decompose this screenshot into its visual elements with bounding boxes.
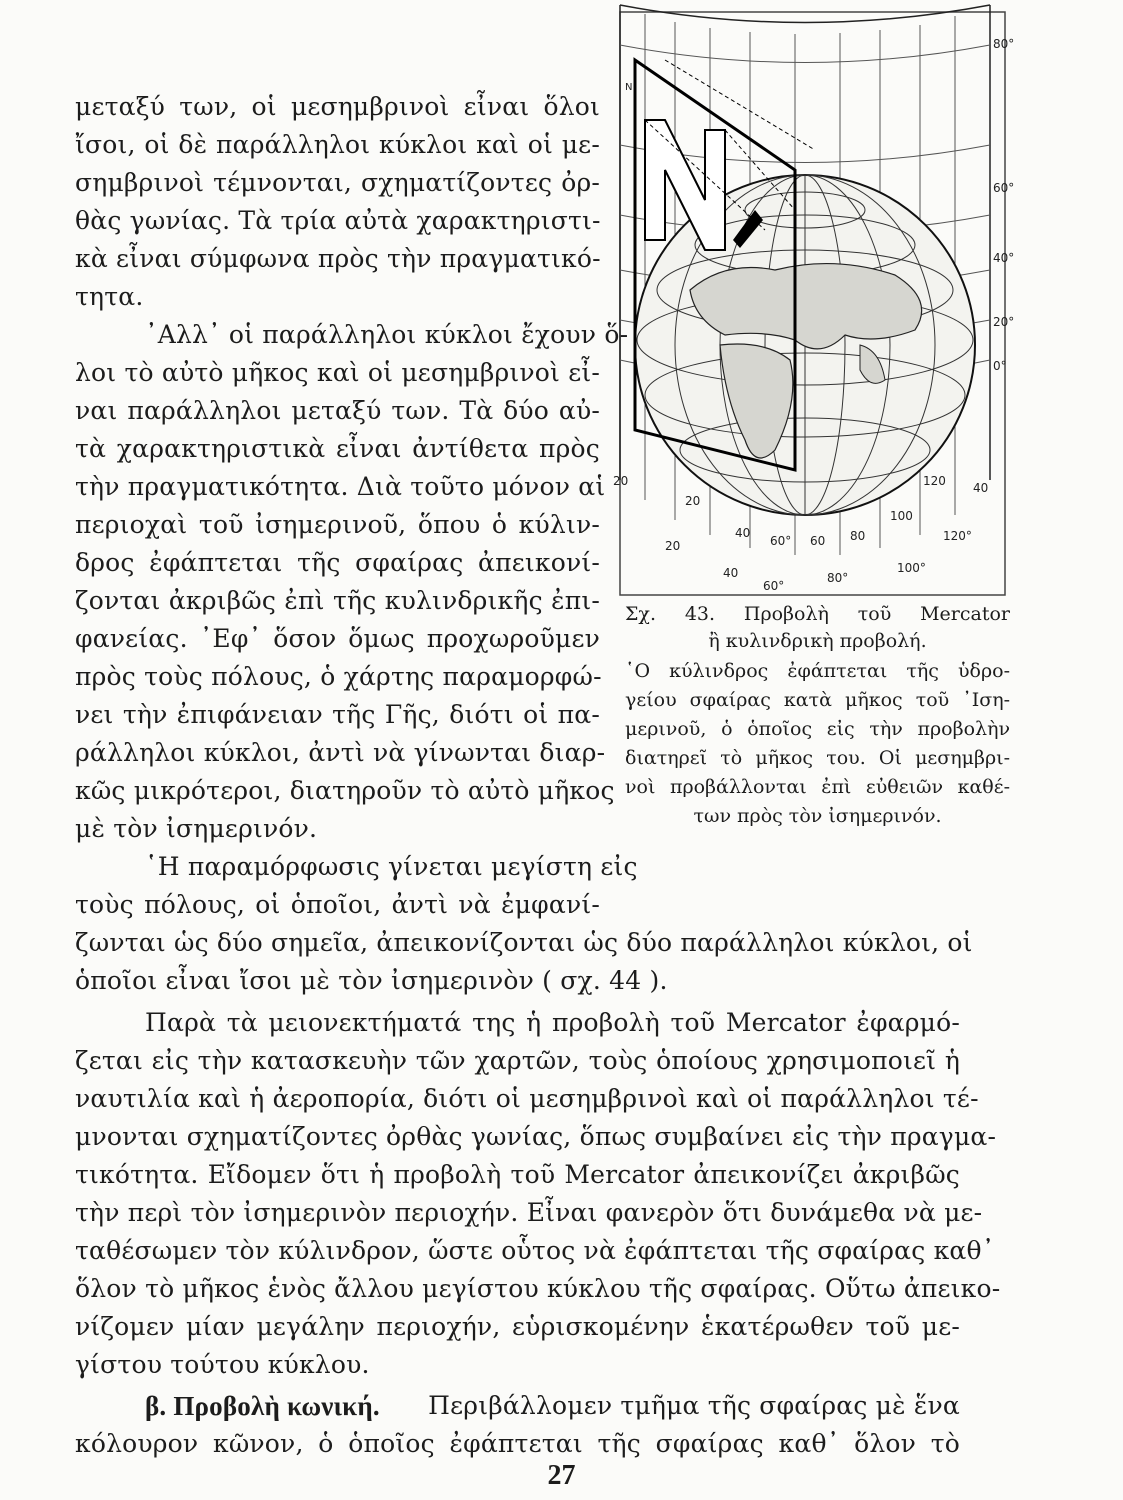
- lat-label-20: 20°: [993, 315, 1015, 329]
- map-label-N: N: [625, 82, 633, 93]
- figure-caption-subtitle: ἢ κυλινδρικὴ προβολή.: [708, 630, 927, 652]
- text-line: ὅλον τὸ μῆκος ἑνὸς ἄλλου μεγίστου κύκλου τῆς σφαίρας. Οὕτω ἀπεικο-: [75, 1274, 1001, 1303]
- text-line: ἴσοι, οἱ δὲ παράλληλοι κύκλοι καὶ οἱ με-: [75, 130, 600, 159]
- text-line: δρος ἐφάπτεται τῆς σφαίρας ἀπεικονί-: [75, 548, 600, 577]
- text-line: μνονται σχηματίζοντες ὀρθὰς γωνίας, ὅπως συμβαίνει εἰς τὴν πραγμα-: [75, 1122, 997, 1151]
- text-line: ναι παράλληλοι μεταξύ των. Τὰ δύο αὐ-: [75, 396, 600, 425]
- coord-label: 120°: [943, 529, 972, 543]
- text-line: ράλληλοι κύκλοι, ἀντὶ νὰ γίνωνται διαρ-: [75, 738, 606, 767]
- coord-label: 60°: [770, 534, 792, 548]
- text-line: ὁποῖοι εἶναι ἴσοι μὲ τὸν ἰσημερινὸν ( σχ. 44 ).: [75, 966, 668, 995]
- cylinder-top-edge: [620, 5, 990, 23]
- section-heading-line: [145, 1393, 960, 1420]
- text-line: τὰ χαρακτηριστικὰ εἶναι ἀντίθετα πρὸς: [75, 434, 600, 463]
- coord-label: 40: [973, 481, 989, 495]
- coord-label: 60: [810, 534, 826, 548]
- lat-label-80: 80°: [993, 37, 1015, 51]
- text-line: τοὺς πόλους, οἱ ὁποῖοι, ἀντὶ νὰ ἐμφανί-: [75, 890, 600, 919]
- text-line: ῾Η παραμόρφωσις γίνεται μεγίστη εἰς: [145, 852, 638, 881]
- text-line: θὰς γωνίας. Τὰ τρία αὐτὰ χαρακτηριστι-: [75, 206, 601, 235]
- text-line: ᾿Αλλ᾿ οἱ παράλληλοι κύκλοι ἔχουν ὅ-: [145, 320, 629, 349]
- text-line: νίζομεν μίαν μεγάλην περιοχήν, εὑρισκομένην ἑκατέρωθεν τοῦ με-: [75, 1312, 960, 1341]
- lat-label-40: 40°: [993, 251, 1015, 265]
- coord-label: 40: [723, 566, 739, 580]
- coord-label: 20: [665, 539, 681, 553]
- figure-caption-line: νοὶ προβάλλονται ἐπὶ εὐθειῶν καθέ-: [625, 776, 1010, 798]
- text-line: γίστου τούτου κύκλου.: [75, 1350, 370, 1379]
- figure-caption-line: ῾Ο κύλινδρος ἐφάπτεται τῆς ὑδρο-: [625, 660, 1010, 682]
- figure-caption-line: των πρὸς τὸν ἰσημερινόν.: [693, 805, 942, 827]
- lat-label-0: 0°: [993, 359, 1007, 373]
- lat-label-60: 60°: [993, 181, 1015, 195]
- text-line: πρὸς τοὺς πόλους, ὁ χάρτης παραμορφώ-: [75, 662, 602, 691]
- page-number: 27: [547, 1460, 576, 1491]
- figure-caption-line: διατηρεῖ τὸ μῆκος του. Οἱ μεσημβρι-: [625, 747, 1010, 769]
- text-line: σημβρινοὶ τέμνονται, σχηματίζοντες ὀρ-: [75, 168, 600, 197]
- text-line: ζωνται ὡς δύο σημεῖα, ἀπεικονίζονται ὡς δύο παράλληλοι κύκλοι, οἱ: [75, 928, 973, 957]
- text-line: ζεται εἰς τὴν κατασκευὴν τῶν χαρτῶν, τοὺς ὁποίους χρησιμοποιεῖ ἡ: [75, 1046, 960, 1075]
- coord-label: 80°: [827, 571, 849, 585]
- text-line: κόλουρον κῶνον, ὁ ὁποῖος ἐφάπτεται τῆς σφαίρας καθ᾿ ὅλον τὸ: [75, 1429, 960, 1458]
- coord-label: 60°: [763, 579, 785, 593]
- coord-label: 120: [923, 474, 946, 488]
- text-line: ζονται ἀκριβῶς ἐπὶ τῆς κυλινδρικῆς ἐπι-: [75, 586, 600, 615]
- coord-label: 80: [850, 529, 866, 543]
- coord-label: 40: [735, 526, 751, 540]
- coord-label: 20: [613, 474, 629, 488]
- text-line: ταθέσωμεν τὸν κύλινδρον, ὥστε οὗτος νὰ ἐφάπτεται τῆς σφαίρας καθ᾿: [75, 1236, 995, 1265]
- figure-caption-title: Σχ. 43. Προβολὴ τοῦ Mercator: [625, 603, 1010, 625]
- text-line: τὴν πραγματικότητα. Διὰ τοῦτο μόνον αἱ: [75, 472, 606, 501]
- text-line: μεταξύ των, οἱ μεσημβρινοὶ εἶναι ὅλοι: [75, 92, 600, 121]
- figure-caption-line: γείου σφαίρας κατὰ μῆκος τοῦ ᾿Ιση-: [625, 689, 1010, 711]
- coord-label: 100°: [897, 561, 926, 575]
- text-line: νει τὴν ἐπιφάνειαν τῆς Γῆς, διότι οἱ πα-: [75, 700, 600, 729]
- section-heading-rest: Περιβάλλομεν τμῆμα τῆς σφαίρας μὲ ἕνα: [428, 1391, 960, 1420]
- text-line: λοι τὸ αὐτὸ μῆκος καὶ οἱ μεσημβρινοὶ εἶ-: [75, 358, 600, 387]
- text-line: περιοχαὶ τοῦ ἰσημερινοῦ, ὅπου ὁ κύλιν-: [75, 510, 600, 539]
- coord-label: 100: [890, 509, 913, 523]
- text-line: ναυτιλία καὶ ἡ ἀεροπορία, διότι οἱ μεσημβρινοὶ καὶ οἱ παράλληλοι τέ-: [75, 1084, 979, 1113]
- text-line: τὴν περὶ τὸν ἰσημερινὸν περιοχήν. Εἶναι φανερὸν ὅτι δυνάμεθα νὰ με-: [75, 1198, 983, 1227]
- mercator-projection-figure: [605, 0, 1015, 600]
- figure-caption-line: μερινοῦ, ὁ ὁποῖος εἰς τὴν προβολὴν: [625, 718, 1010, 740]
- section-heading: β. Προβολὴ κωνική.: [145, 1391, 380, 1421]
- coord-label: 20: [685, 494, 701, 508]
- text-line: κῶς μικρότεροι, διατηροῦν τὸ αὐτὸ μῆκος: [75, 776, 615, 805]
- text-line: τητα.: [75, 282, 144, 311]
- text-line: κὰ εἶναι σύμφωνα πρὸς τὴν πραγματικό-: [75, 244, 601, 273]
- text-line: Παρὰ τὰ μειονεκτήματά της ἡ προβολὴ τοῦ Mercator ἐφαρμό-: [145, 1008, 960, 1037]
- text-line: τικότητα. Εἴδομεν ὅτι ἡ προβολὴ τοῦ Mercator ἀπεικονίζει ἀκριβῶς: [75, 1160, 960, 1189]
- text-line: μὲ τὸν ἰσημερινόν.: [75, 814, 318, 843]
- text-line: φανείας. ᾿Εφ᾿ ὅσον ὅμως προχωροῦμεν: [75, 624, 600, 653]
